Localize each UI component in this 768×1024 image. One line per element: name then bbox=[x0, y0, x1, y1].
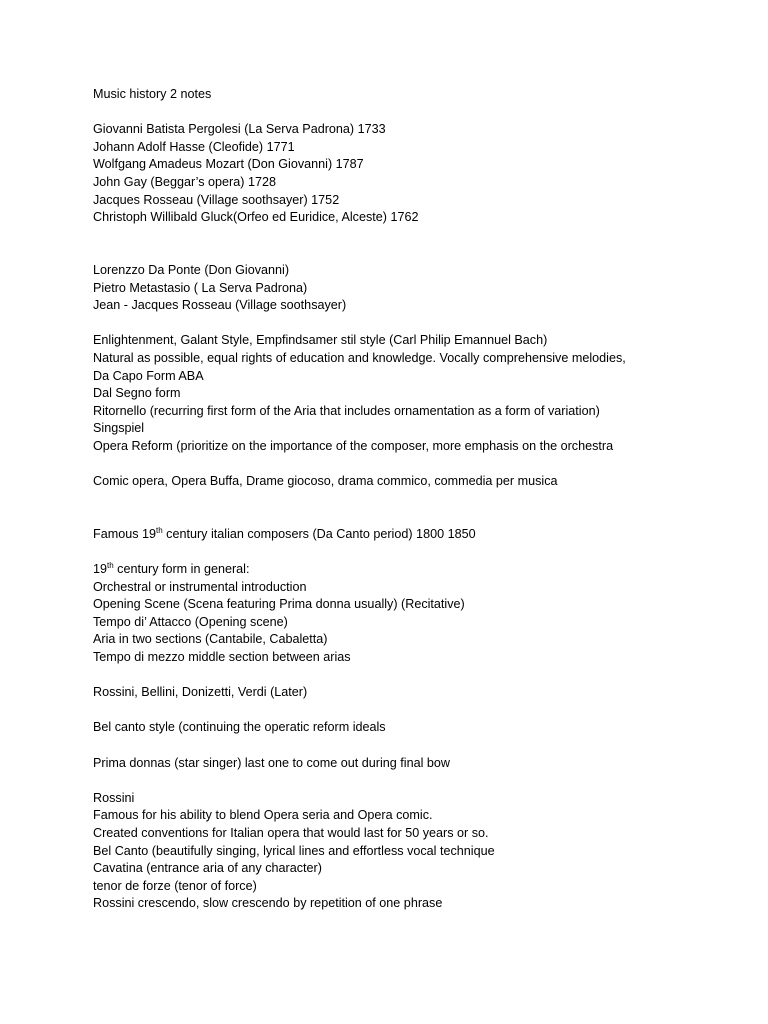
form-item: Tempo di mezzo middle section between arias bbox=[93, 650, 351, 664]
style-line: Opera Reform (prioritize on the importance of the composer, more emphasis on the orchestra bbox=[93, 438, 614, 453]
famous-text-post: century italian composers (Da Canto period) 1800 1850 bbox=[162, 526, 476, 541]
style-line: Enlightenment, Galant Style, Empfindsamer stil style (Carl Philip Emannuel Bach) bbox=[93, 333, 548, 348]
spacer bbox=[93, 737, 743, 755]
spacer bbox=[93, 702, 743, 720]
composer-line: Giovanni Batista Pergolesi (La Serva Padrona) 1733 bbox=[93, 122, 386, 137]
spacer bbox=[93, 667, 743, 685]
spacer bbox=[93, 508, 743, 526]
spacer bbox=[93, 244, 743, 262]
composer-line: Christoph Willibald Gluck(Orfeo ed Euridice, Alceste) 1762 bbox=[93, 210, 419, 225]
librettist-line: Pietro Metastasio ( La Serva Padrona) bbox=[93, 280, 308, 295]
form-heading-superscript: th bbox=[107, 560, 114, 570]
composer-line: John Gay (Beggar’s opera) 1728 bbox=[93, 174, 276, 189]
rossini-line: Cavatina (entrance aria of any character) bbox=[93, 861, 322, 876]
rossini-line: Created conventions for Italian opera that would last for 50 years or so. bbox=[93, 825, 489, 840]
spacer bbox=[93, 104, 743, 122]
style-notes bbox=[93, 332, 743, 455]
style-line: Da Capo Form ABA bbox=[93, 368, 204, 383]
style-line: Natural as possible, equal rights of education and knowledge. Vocally comprehensive melodies, bbox=[93, 350, 626, 365]
spacer bbox=[93, 315, 743, 333]
form-item: Aria in two sections (Cantabile, Cabaletta) bbox=[93, 632, 328, 647]
form-items bbox=[93, 579, 743, 667]
spacer bbox=[93, 455, 743, 473]
style-line: Singspiel bbox=[93, 421, 145, 436]
rossini-line: Bel Canto (beautifully singing, lyrical lines and effortless vocal technique bbox=[93, 843, 495, 858]
librettist-list bbox=[93, 262, 743, 315]
composer-line: Johann Adolf Hasse (Cleofide) 1771 bbox=[93, 139, 295, 154]
form-heading-post: century form in general: bbox=[113, 562, 250, 577]
composer-line: Wolfgang Amadeus Mozart (Don Giovanni) 1787 bbox=[93, 157, 364, 172]
famous-composers-heading bbox=[93, 526, 743, 544]
bel-canto-line: Bel canto style (continuing the operatic reform ideals bbox=[93, 720, 386, 735]
prima-donnas-line: Prima donnas (star singer) last one to come out during final bow bbox=[93, 755, 451, 770]
rossini-line: Famous for his ability to blend Opera seria and Opera comic. bbox=[93, 808, 433, 823]
comic-opera-line: Comic opera, Opera Buffa, Drame giocoso, drama commico, commedia per musica bbox=[93, 474, 558, 489]
rossini-line: tenor de forze (tenor of force) bbox=[93, 878, 257, 893]
rossini-line: Rossini bbox=[93, 790, 135, 805]
spacer bbox=[93, 491, 743, 509]
style-line: Ritornello (recurring first form of the Aria that includes ornamentation as a form of variation) bbox=[93, 403, 600, 418]
form-heading-pre: 19 bbox=[93, 562, 108, 577]
spacer bbox=[93, 543, 743, 561]
composer-list bbox=[93, 121, 743, 227]
rossini-notes bbox=[93, 790, 743, 913]
style-line: Dal Segno form bbox=[93, 386, 181, 401]
document-page bbox=[93, 86, 743, 913]
librettist-line: Lorenzzo Da Ponte (Don Giovanni) bbox=[93, 262, 290, 277]
form-item: Tempo di’ Attacco (Opening scene) bbox=[93, 614, 288, 629]
composer-line: Jacques Rosseau (Village soothsayer) 1752 bbox=[93, 192, 340, 207]
form-item: Opening Scene (Scena featuring Prima donna usually) (Recitative) bbox=[93, 597, 465, 612]
spacer bbox=[93, 772, 743, 790]
composers-list-line: Rossini, Bellini, Donizetti, Verdi (Later) bbox=[93, 685, 308, 700]
librettist-line: Jean - Jacques Rosseau (Village soothsayer) bbox=[93, 298, 347, 313]
rossini-line: Rossini crescendo, slow crescendo by repetition of one phrase bbox=[93, 896, 443, 911]
famous-superscript: th bbox=[156, 525, 163, 535]
spacer bbox=[93, 227, 743, 245]
document-title: Music history 2 notes bbox=[93, 87, 212, 101]
famous-text-pre: Famous 19 bbox=[93, 526, 156, 541]
form-item: Orchestral or instrumental introduction bbox=[93, 579, 307, 594]
form-heading bbox=[93, 561, 743, 579]
